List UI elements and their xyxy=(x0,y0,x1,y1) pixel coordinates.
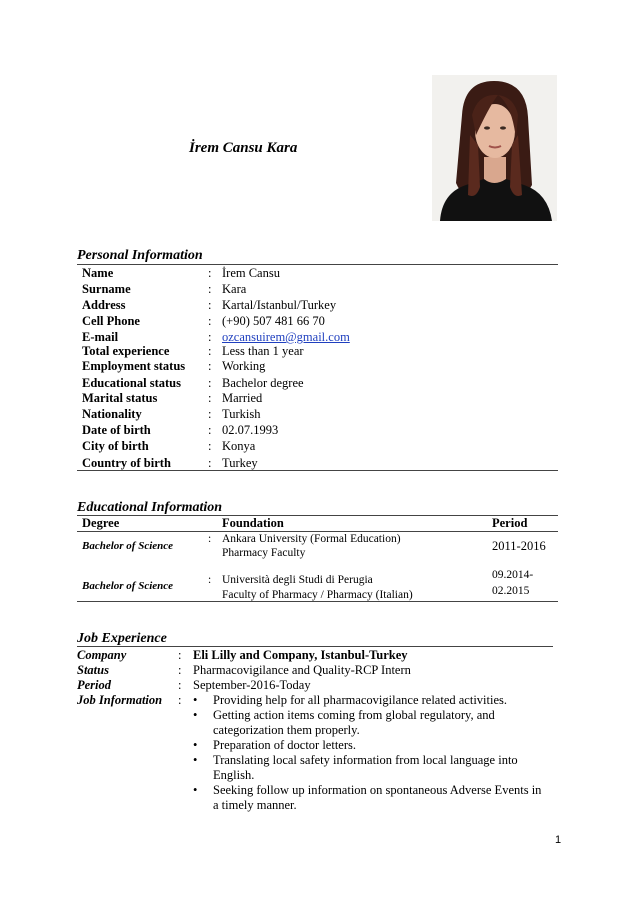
personal-info-row xyxy=(82,406,482,422)
personal-info-value: (+90) 507 481 66 70 xyxy=(222,314,325,328)
personal-info-colon: : xyxy=(208,314,212,328)
education-period: 2011-2016 xyxy=(492,539,546,553)
job-status-label: Status xyxy=(77,663,109,677)
job-title: Job Experience xyxy=(77,631,167,646)
personal-info-bottom-rule xyxy=(77,470,558,471)
personal-info-label: Surname xyxy=(82,282,131,296)
education-header-foundation: Foundation xyxy=(222,516,284,530)
personal-info-label: Date of birth xyxy=(82,423,151,437)
personal-info-value: Konya xyxy=(222,439,256,453)
personal-info-row xyxy=(82,358,482,374)
job-information-row xyxy=(77,693,557,818)
education-foundation-line1: Ankara University (Formal Education) xyxy=(222,533,401,545)
personal-info-value: Less than 1 year xyxy=(222,344,304,358)
personal-info-label: Marital status xyxy=(82,391,158,405)
personal-info-colon: : xyxy=(208,407,212,421)
personal-info-colon: : xyxy=(208,423,212,437)
personal-info-colon: : xyxy=(208,391,212,405)
job-bullet-item: Translating local safety information from local language into English. xyxy=(213,753,518,782)
personal-info-label: Total experience xyxy=(82,344,170,358)
education-title: Educational Information xyxy=(77,500,223,515)
job-bullet-item: Preparation of doctor letters. xyxy=(213,738,357,752)
personal-info-colon: : xyxy=(208,456,212,470)
candidate-name: İrem Cansu Kara xyxy=(189,140,298,156)
personal-info-colon: : xyxy=(208,298,212,312)
job-period-value: September-2016-Today xyxy=(193,678,311,692)
education-period-line1: 09.2014- xyxy=(492,569,534,581)
personal-info-colon: : xyxy=(208,282,212,296)
personal-info-label: Address xyxy=(82,298,126,312)
job-company-label: Company xyxy=(77,648,127,662)
education-header-degree: Degree xyxy=(82,516,120,530)
job-colon: : xyxy=(178,678,182,692)
personal-info-row xyxy=(82,422,482,438)
personal-info-colon: : xyxy=(208,359,212,373)
page-number: 1 xyxy=(555,834,562,846)
job-company-row xyxy=(77,648,557,664)
education-foundation-line2: Pharmacy Faculty xyxy=(222,547,306,559)
personal-info-row xyxy=(82,313,482,329)
personal-info-colon: : xyxy=(208,330,212,344)
job-bullet-item: Providing help for all pharmacovigilance related activities. xyxy=(213,693,507,707)
personal-info-value: Turkish xyxy=(222,407,261,421)
education-degree: Bachelor of Science xyxy=(82,540,174,552)
personal-info-label: Country of birth xyxy=(82,456,171,470)
bullet-icon: • xyxy=(193,738,198,752)
personal-info-row xyxy=(82,281,482,297)
personal-info-row xyxy=(82,455,482,471)
bullet-icon: • xyxy=(193,753,198,767)
education-colon: : xyxy=(208,574,212,586)
personal-info-value: Bachelor degree xyxy=(222,376,304,390)
personal-info-row xyxy=(82,375,482,391)
job-details xyxy=(77,648,557,818)
education-top-rule xyxy=(77,515,558,516)
profile-photo xyxy=(432,75,557,221)
personal-info-row xyxy=(82,265,482,281)
personal-info-row xyxy=(82,438,482,454)
education-foundation-line1: Università degli Studi di Perugia xyxy=(222,574,373,586)
personal-info-label: City of birth xyxy=(82,439,149,453)
job-colon: : xyxy=(178,648,182,662)
personal-info-value: Married xyxy=(222,391,263,405)
personal-info-colon: : xyxy=(208,439,212,453)
personal-info-title: Personal Information xyxy=(77,248,203,263)
personal-info-label: Cell Phone xyxy=(82,314,140,328)
personal-info-row xyxy=(82,297,482,313)
bullet-icon: • xyxy=(193,708,198,722)
education-foundation-line2: Faculty of Pharmacy / Pharmacy (Italian) xyxy=(222,589,413,601)
education-header-period: Period xyxy=(492,516,528,530)
job-bullet-item: Getting action items coming from global regulatory, and categorization them properly. xyxy=(213,708,495,737)
personal-info-value: 02.07.1993 xyxy=(222,423,279,437)
job-period-label: Period xyxy=(77,678,112,692)
job-status-row xyxy=(77,663,557,679)
education-bottom-rule xyxy=(77,601,558,602)
job-company-value: Eli Lilly and Company, Istanbul-Turkey xyxy=(193,648,408,662)
personal-info-value: Turkey xyxy=(222,456,258,470)
job-top-rule xyxy=(77,646,553,647)
personal-info-colon: : xyxy=(208,344,212,358)
personal-info-row xyxy=(82,390,482,406)
job-period-row xyxy=(77,678,557,694)
education-period-line2: 02.2015 xyxy=(492,585,530,597)
personal-info-value: Kara xyxy=(222,282,247,296)
job-colon: : xyxy=(178,663,182,677)
job-status-value: Pharmacovigilance and Quality-RCP Intern xyxy=(193,663,411,677)
personal-info-colon: : xyxy=(208,266,212,280)
personal-info-colon: : xyxy=(208,376,212,390)
education-degree: Bachelor of Science xyxy=(82,580,174,592)
job-bullet-item: Seeking follow up information on spontaneous Adverse Events in a timely manner. xyxy=(213,783,542,812)
personal-info-label: Nationality xyxy=(82,407,142,421)
personal-info-row xyxy=(82,343,482,359)
personal-info-value: İrem Cansu xyxy=(222,266,280,280)
personal-info-label: Educational status xyxy=(82,376,181,390)
education-colon: : xyxy=(208,533,212,545)
personal-info-value: Working xyxy=(222,359,266,373)
personal-info-label: Employment status xyxy=(82,359,186,373)
job-colon: : xyxy=(178,693,182,707)
email-link[interactable]: ozcansuirem@gmail.com xyxy=(222,330,350,344)
job-information-label: Job Information xyxy=(77,693,163,707)
personal-info-label: Name xyxy=(82,266,114,280)
bullet-icon: • xyxy=(193,693,198,707)
personal-info-value: Kartal/Istanbul/Turkey xyxy=(222,298,337,312)
personal-info-label: E-mail xyxy=(82,330,119,344)
bullet-icon: • xyxy=(193,783,198,797)
